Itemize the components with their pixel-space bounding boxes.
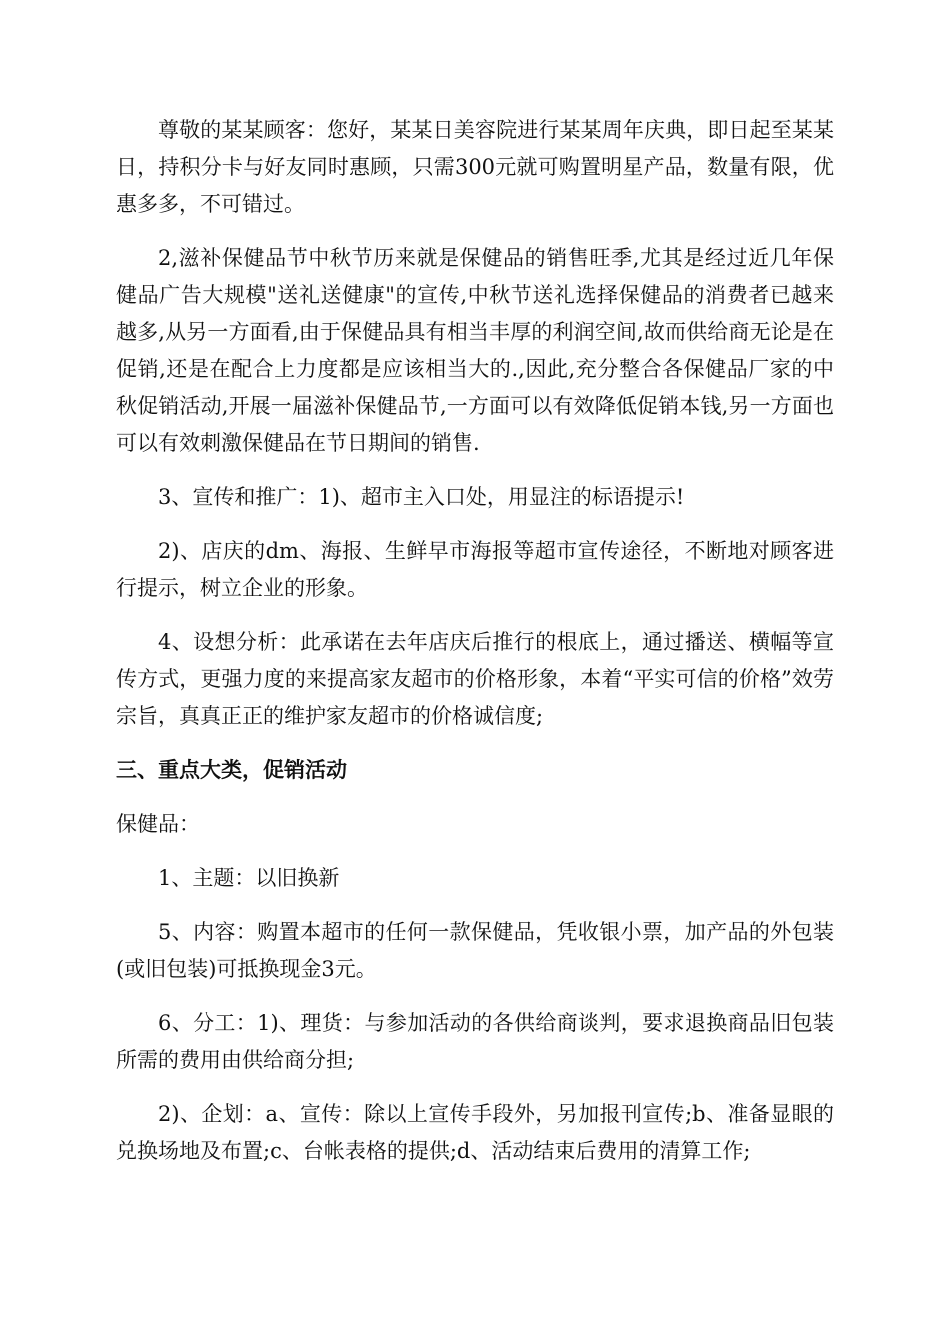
paragraph-analysis: 4、设想分析：此承诺在去年店庆后推行的根底上，通过播送、横幅等宣传方式，更强力度的来提高家友超市的价格形象，本着“平实可信的价格”效劳宗旨，真真正正的维护家友超市的价格诚信度; — [116, 630, 834, 728]
item-division: 6、分工：1)、理货：与参加活动的各供给商谈判，要求退换商品旧包装所需的费用由供给商分担; — [116, 1011, 834, 1072]
paragraph-promotion-1: 3、宣传和推广：1)、超市主入口处，用显注的标语提示! — [158, 485, 685, 509]
category-label: 保健品： — [116, 812, 200, 836]
section-heading: 三、重点大类，促销活动 — [116, 758, 347, 782]
item-planning: 2)、企划：a、宣传：除以上宣传手段外，另加报刊宣传;b、准备显眼的兑换场地及布置;c、台帐表格的提供;d、活动结束后费用的清算工作; — [116, 1102, 834, 1163]
paragraph-promotion-2: 2)、店庆的dm、海报、生鲜早市海报等超市宣传途径，不断地对顾客进行提示，树立企业的形象。 — [116, 539, 834, 600]
item-theme: 1、主题：以旧换新 — [158, 866, 340, 890]
item-content: 5、内容：购置本超市的任何一款保健品，凭收银小票，加产品的外包装(或旧包装)可抵换现金3元。 — [116, 920, 834, 981]
document-page — [116, 112, 834, 1187]
paragraph-health-festival: 2,滋补保健品节中秋节历来就是保健品的销售旺季,尤其是经过近几年保健品广告大规模"送礼送健康"的宣传,中秋节送礼选择保健品的消费者已越来越多,从另一方面看,由于保健品具有相当丰厚的利润空间,故而供给商无论是在促销,还是在配合上力度都是应该相当大的.,因此,充分整合各保健品厂家的中秋促销活动,开展一届滋补保健品节,一方面可以有效降低促销本钱,另一方面也可以有效刺激保健品在节日期间的销售. — [116, 246, 834, 455]
paragraph-greeting: 尊敬的某某顾客：您好，某某日美容院进行某某周年庆典，即日起至某某日，持积分卡与好友同时惠顾，只需300元就可购置明星产品，数量有限，优惠多多，不可错过。 — [116, 118, 834, 216]
